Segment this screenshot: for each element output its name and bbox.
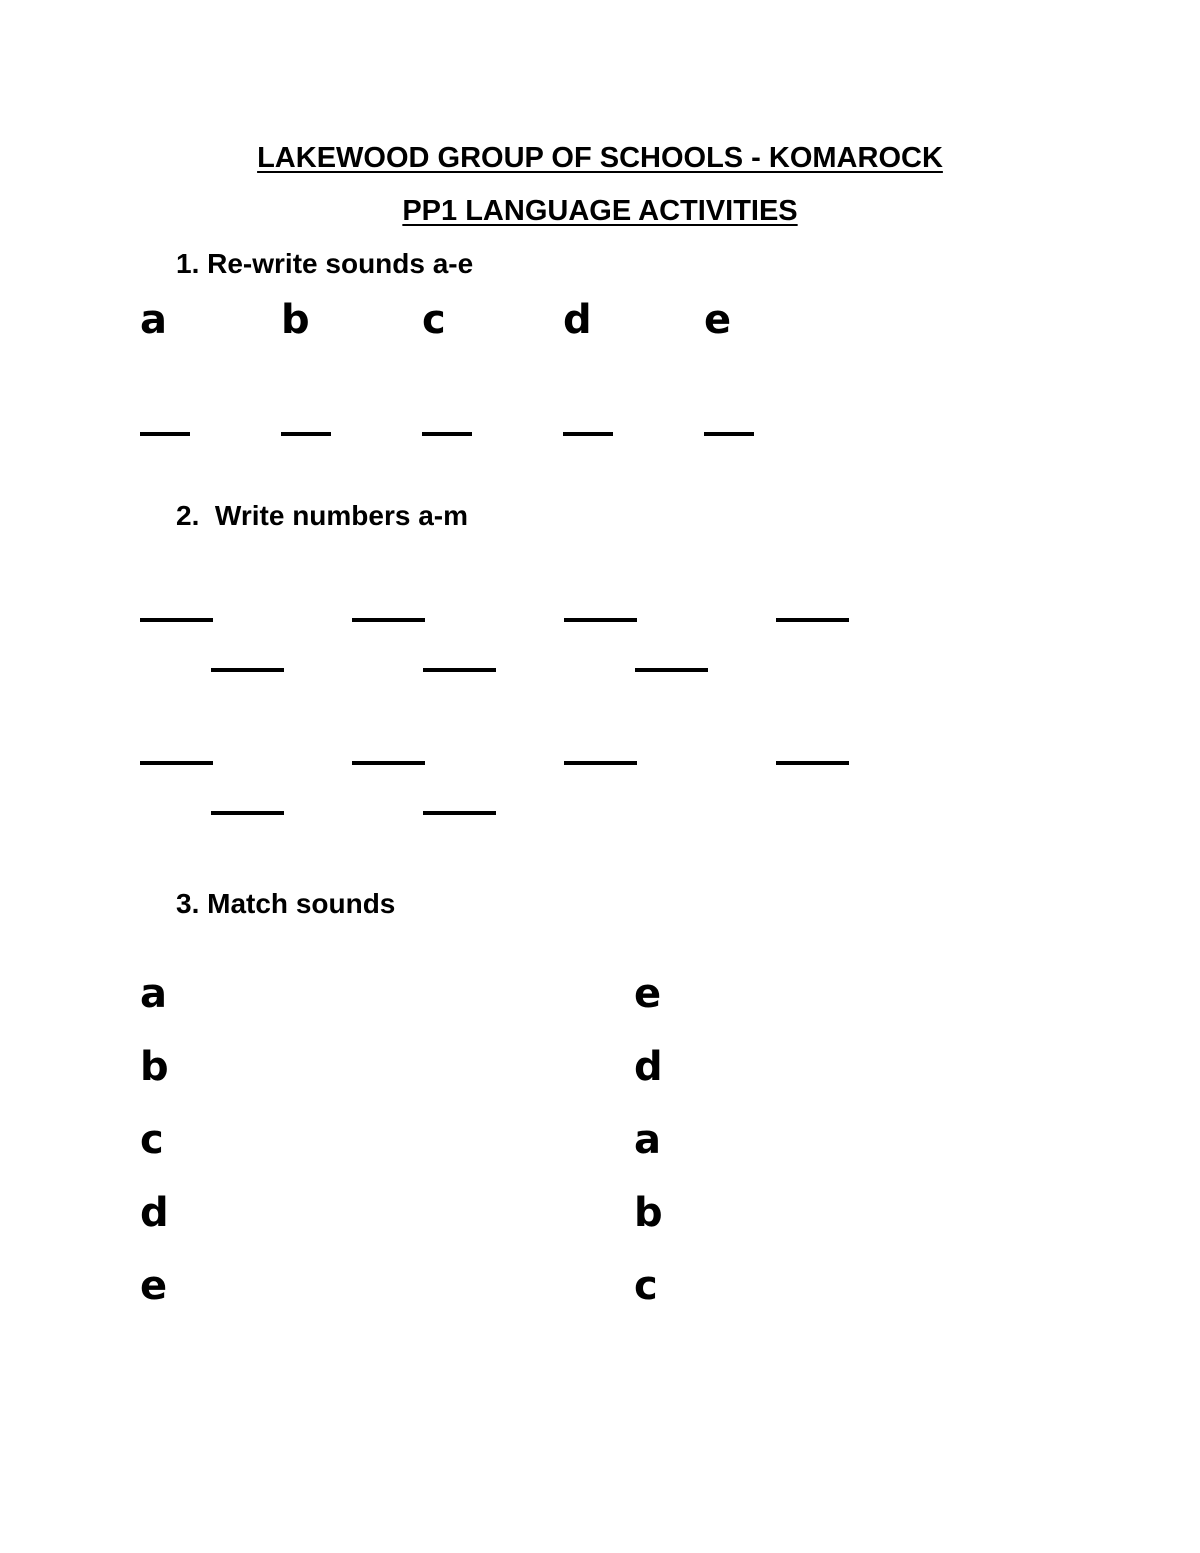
write-blank[interactable] bbox=[776, 761, 849, 765]
rewrite-blank[interactable] bbox=[281, 432, 331, 436]
write-blank[interactable] bbox=[635, 668, 708, 672]
write-blank[interactable] bbox=[564, 618, 637, 622]
match-right-letter: d bbox=[634, 1044, 663, 1090]
write-blank[interactable] bbox=[140, 618, 213, 622]
rewrite-letter-a: a bbox=[140, 297, 167, 343]
rewrite-letter-c: c bbox=[422, 297, 446, 343]
match-right-letter: a bbox=[634, 1117, 661, 1163]
write-blank[interactable] bbox=[423, 668, 496, 672]
school-title: LAKEWOOD GROUP OF SCHOOLS - KOMAROCK bbox=[257, 142, 943, 174]
question-2-text: Write numbers a-m bbox=[214, 500, 469, 531]
match-right-letter: b bbox=[634, 1190, 663, 1236]
match-left-letter: b bbox=[140, 1044, 169, 1090]
rewrite-blank[interactable] bbox=[704, 432, 754, 436]
write-blank[interactable] bbox=[352, 618, 425, 622]
write-blank[interactable] bbox=[140, 761, 213, 765]
write-blank[interactable] bbox=[423, 811, 496, 815]
match-right-letter: e bbox=[634, 971, 662, 1017]
question-2-number: 2. bbox=[176, 500, 200, 531]
question-2 bbox=[176, 500, 468, 532]
match-left-letter: a bbox=[140, 971, 167, 1017]
write-blank[interactable] bbox=[564, 761, 637, 765]
subject-title: PP1 LANGUAGE ACTIVITIES bbox=[402, 195, 798, 227]
question-1 bbox=[176, 248, 473, 280]
question-3-number: 3. bbox=[176, 888, 200, 919]
write-blank[interactable] bbox=[352, 761, 425, 765]
rewrite-letter-b: b bbox=[281, 297, 310, 343]
write-blank[interactable] bbox=[211, 811, 284, 815]
write-blank[interactable] bbox=[211, 668, 284, 672]
rewrite-letter-e: e bbox=[704, 297, 732, 343]
write-blank[interactable] bbox=[776, 618, 849, 622]
question-3 bbox=[176, 888, 395, 920]
question-1-text: Re-write sounds a-e bbox=[207, 248, 474, 279]
rewrite-blank[interactable] bbox=[422, 432, 472, 436]
rewrite-blank[interactable] bbox=[140, 432, 190, 436]
rewrite-blank[interactable] bbox=[563, 432, 613, 436]
rewrite-letter-d: d bbox=[563, 297, 592, 343]
match-left-letter: d bbox=[140, 1190, 169, 1236]
match-right-letter: c bbox=[634, 1263, 658, 1309]
question-1-number: 1. bbox=[176, 248, 200, 279]
match-left-letter: c bbox=[140, 1117, 164, 1163]
question-3-text: Match sounds bbox=[207, 888, 396, 919]
match-left-letter: e bbox=[140, 1263, 168, 1309]
